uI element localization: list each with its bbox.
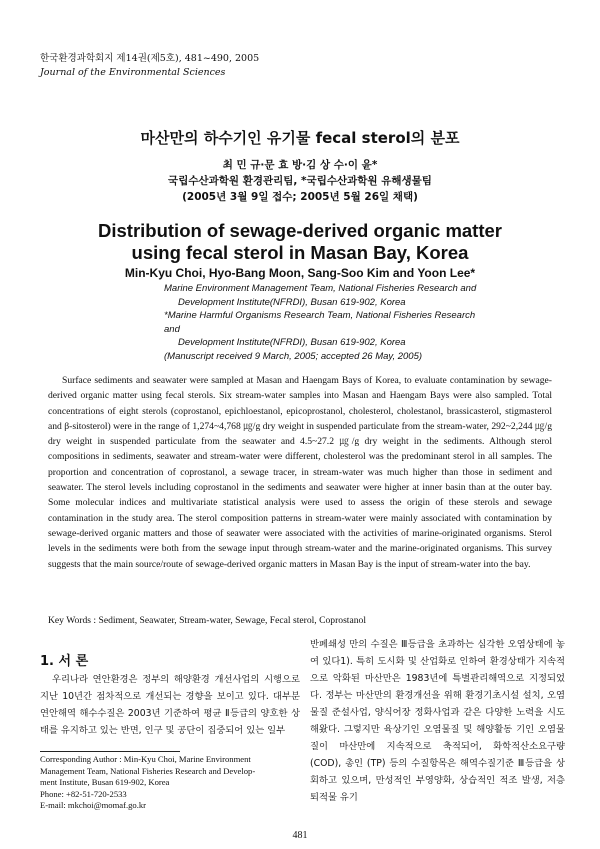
footnote-line: Corresponding Author : Min-Kyu Choi, Marine Environment — [40, 754, 251, 764]
introduction-paragraph-right: 반폐쇄성 만의 수질은 Ⅲ등급을 초과하는 심각한 오염상태에 놓여 있다1). 특히 도시화 및 산업화로 인하여 환경상태가 지속적으로 악화된 마산만은 1983년에 특별관리해역으로 지정되었다. 정부는 마산만의 환경개선을 위해 환경기초시설 설치, 오염물질 준설사업, 양식어장 정화사업과 같은 다양한 노력을 시도해왔다. 그렇지만 육상기인 오염물질 및 해양활동 기인 오염물질이 마산만에 지속적으로 축적되어, 화학적산소요구량 (COD), 총인 (TP) 등의 수질항목은 해역수질기준 Ⅲ등급을 상회하고 있으며, 만성적인 부영양화, 상습적인 적조 발생, 저층 퇴적물 유기 — [310, 639, 565, 803]
footnote-phone: Phone: +82-51-720-2533 — [40, 788, 127, 799]
page-number: 481 — [292, 830, 308, 841]
korean-dates: (2005년 3월 9일 접수; 2005년 5월 26일 채택) — [182, 191, 418, 203]
korean-title: 마산만의 하수기인 유기물 fecal sterol의 분포 — [140, 129, 460, 147]
english-title — [0, 220, 600, 264]
footnote-email: E-mail: mkchoi@momaf.go.kr — [40, 800, 147, 810]
footnote-divider — [40, 751, 180, 752]
abstract: Surface sediments and seawater were sampled at Masan and Haengam Bays of Korea, to evaluate contamination by sewage-derived organic matter using fecal sterols. Six stream-water samples into Masan and Haengam Bays were also sampled. Total concentrations of eight sterols (coprostanol, epichloestanol, epicoprostanol, cholesterol, cholestanol, brassicasterol, stigmasterol and β-sitosterol) were in the range of 1,274~4,768 ㎍/g dry weight in suspended particulate from the stream-water, 292~2,244 ㎍/g dry weight in suspended particulate from the seawater and 4.5~27.2 ㎍/g dry weight in the sediments. Although sterol compositions in sediments, seawater and stream-water were different, cholesterol was the predominant sterol in all samples. The proportion and concentration of coprostanol, a sewage tracer, in stream-water was much higher than those in sediment and seawater. The sterol levels including coprostanol in the sediments and seawater were higher at inner basin than at the outer bay. Some molecular indices and multivariate statistical analysis were used to assess the origin of these sterols and sewage contamination in the study area. The sterol composition patterns in stream-water were mainly associated with contamination by sewage-derived organic matters and those of seawater were associated with the activities of marine-originated organisms. Sterol levels in the sediments were both from the sewage input through stream-water and the marine-originated organisms. This survey suggests that the main source/route of sewage-derived organic matters in Masan Bay is the input of stream-water into the bay. — [48, 375, 552, 570]
english-title-line-1: Distribution of sewage-derived organic matter — [98, 220, 502, 241]
affiliation-line: Development Institute(NFRDI), Busan 619-902, Korea — [178, 296, 406, 308]
affiliation-line: Marine Environment Management Team, National Fisheries Research and — [164, 283, 477, 294]
section-heading-introduction: 1. 서 론 — [40, 654, 89, 669]
affiliation-block — [160, 282, 480, 363]
journal-citation-korean: 한국환경과학회지 제14권(제5호), 481~490, 2005 — [40, 53, 260, 64]
korean-authors: 최 민 규·문 효 방·김 상 수·이 윤* — [222, 159, 378, 171]
keywords: Key Words : Sediment, Seawater, Stream-water, Sewage, Fecal sterol, Coprostanol — [48, 615, 366, 626]
affiliation-line: Development Institute(NFRDI), Busan 619-902, Korea — [178, 337, 406, 348]
korean-author-block — [0, 157, 600, 205]
footnote-line: ment Institute, Busan 619-902, Korea — [40, 777, 170, 787]
english-authors: Min-Kyu Choi, Hyo-Bang Moon, Sang-Soo Kim and Yoon Lee* — [124, 266, 476, 280]
journal-name-english: Journal of the Environmental Sciences — [40, 67, 226, 78]
journal-header — [40, 52, 259, 80]
english-title-line-2: using fecal sterol in Masan Bay, Korea — [131, 242, 469, 263]
footnote-line: Management Team, National Fisheries Research and Develop- — [40, 765, 256, 776]
left-column — [40, 650, 300, 812]
footnote-corresponding-author — [40, 754, 300, 812]
korean-affiliation: 국립수산과학원 환경관리팀, *국립수산과학원 유해생물팀 — [168, 175, 432, 187]
affiliation-line: *Marine Harmful Organisms Research Team, National Fisheries Research and — [164, 310, 476, 335]
introduction-paragraph-left: 우리나라 연안환경은 정부의 해양환경 개선사업의 시행으로 지난 10년간 점차적으로 개선되는 경향을 보이고 있다. 대부분 연안해역 해수수질은 2003년 기준하여 평균 Ⅱ등급의 양호한 상태를 유지하고 있는 반면, 인구 및 공단이 집중되어 있는 일부 — [40, 674, 300, 736]
manuscript-dates: (Manuscript received 9 March, 2005; accepted 26 May, 2005) — [164, 350, 423, 362]
right-column — [310, 636, 565, 806]
